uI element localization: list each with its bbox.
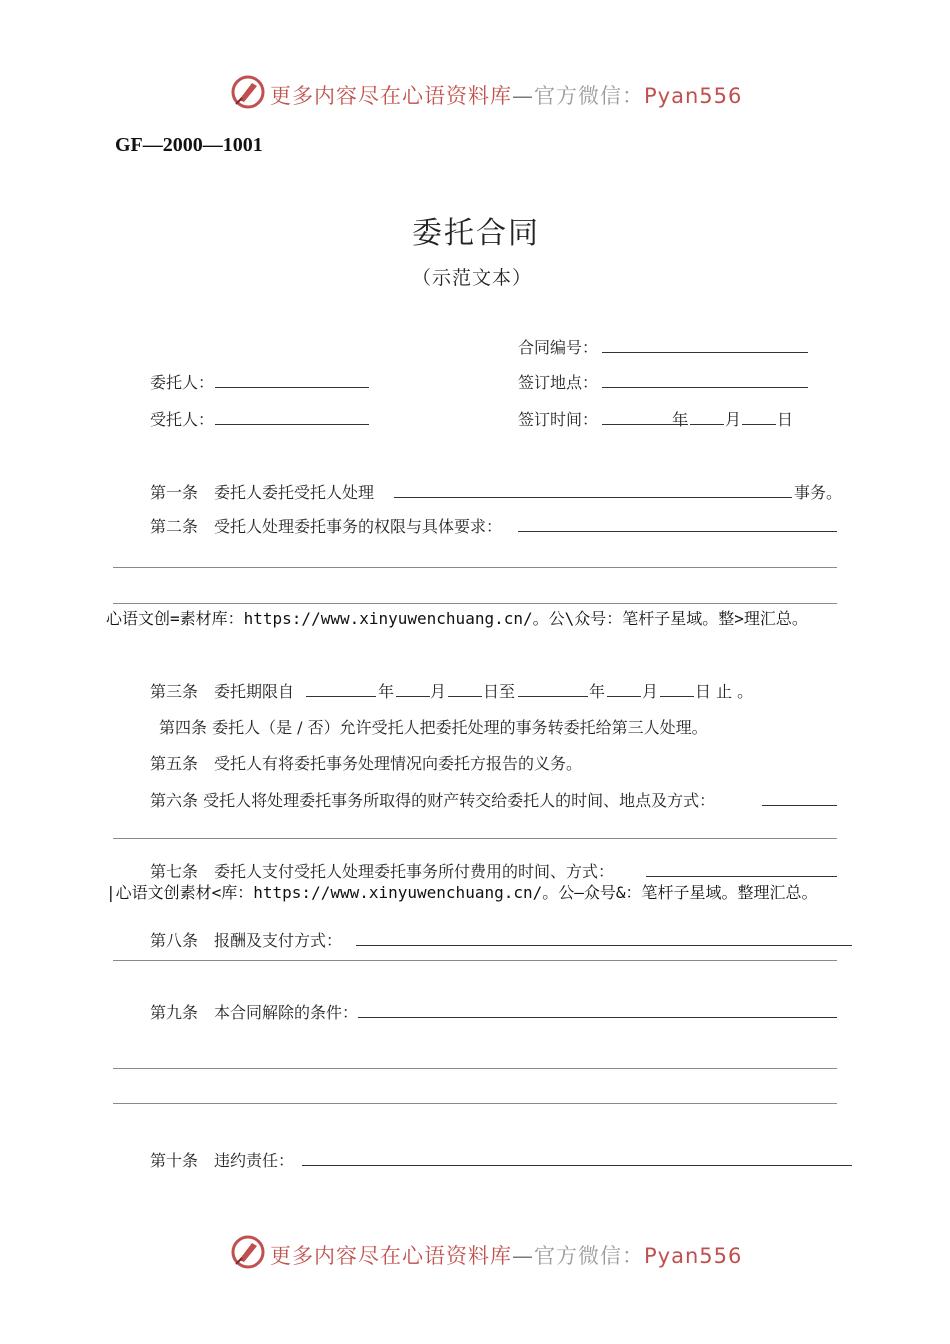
sign-year-label: 年: [672, 410, 689, 429]
principal-label: 委托人：: [150, 373, 215, 392]
sign-place-label: 签订地点：: [518, 373, 599, 392]
article-3-year-1: 年: [378, 682, 395, 701]
banner-separator: —: [512, 1244, 534, 1268]
article-1: 第一条 委托人委托受托人处理: [150, 483, 375, 502]
article-3-year-1-field[interactable]: [306, 696, 376, 697]
article-6: 第六条 受托人将处理委托事务所取得的财产转交给委托人的时间、地点及方式：: [150, 791, 716, 810]
article-7: 第七条 委托人支付受托人处理委托事务所付费用的时间、方式：: [150, 862, 615, 881]
article-3-to: 日至: [483, 682, 516, 701]
article-3-day-1-field[interactable]: [448, 696, 482, 697]
sign-time-label: 签订时间：: [518, 410, 599, 429]
article-10-field[interactable]: [302, 1165, 852, 1166]
document-title: 委托合同: [412, 216, 540, 251]
article-9: 第九条 本合同解除的条件：: [150, 1003, 359, 1022]
article-5: 第五条 受托人有将委托事务处理情况向委托方报告的义务。: [150, 754, 583, 773]
article-9-field[interactable]: [358, 1017, 837, 1018]
article-3-month-2-field[interactable]: [607, 696, 641, 697]
article-3-month-1: 月: [430, 682, 447, 701]
quill-logo-icon: [230, 74, 266, 110]
article-2: 第二条 受托人处理委托事务的权限与具体要求：: [150, 517, 503, 536]
watermark-line-1: 心语文创=素材库：https://www.xinyuwenchuang.cn/。公\众号：笔杆子星域。整>理汇总。: [106, 609, 808, 628]
watermark-line-2: |心语文创素材<库：https://www.xinyuwenchuang.cn/。公—众号&：笔杆子星域。整理汇总。: [106, 883, 818, 902]
article-6-line-2[interactable]: [113, 838, 837, 839]
article-1-field[interactable]: [394, 497, 792, 498]
sign-month-field[interactable]: [690, 424, 724, 425]
contract-number-label: 合同编号：: [518, 338, 599, 357]
article-10: 第十条 违约责任：: [150, 1151, 295, 1170]
article-3-day-2-field[interactable]: [660, 696, 694, 697]
article-3-start: 第三条 委托期限自: [150, 682, 295, 701]
sign-month-label: 月: [725, 410, 742, 429]
article-7-field[interactable]: [646, 876, 837, 877]
article-9-line-2[interactable]: [113, 1068, 837, 1069]
banner-text: 更多内容尽在心语资料库: [270, 1244, 512, 1268]
banner-separator: —: [512, 84, 534, 108]
banner-wechat-id: Pyan556: [644, 1244, 743, 1268]
agent-field[interactable]: [215, 424, 369, 425]
article-3-month-1-field[interactable]: [396, 696, 430, 697]
article-8-field[interactable]: [356, 945, 852, 946]
quill-logo-icon: [230, 1234, 266, 1270]
principal-field[interactable]: [215, 387, 369, 388]
article-3-year-2: 年: [589, 682, 606, 701]
article-9-line-3[interactable]: [113, 1103, 837, 1104]
article-3-end: 日 止 。: [695, 682, 754, 701]
banner-text: 更多内容尽在心语资料库: [270, 84, 512, 108]
article-6-field[interactable]: [762, 805, 837, 806]
banner-wechat-id: Pyan556: [644, 84, 743, 108]
article-3-year-2-field[interactable]: [518, 696, 588, 697]
article-2-field[interactable]: [518, 531, 837, 532]
banner-wechat-label: 官方微信：: [534, 1244, 644, 1268]
sign-day-label: 日: [777, 410, 794, 429]
document-code: GF—2000—1001: [115, 134, 263, 156]
contract-number-field[interactable]: [602, 352, 808, 353]
agent-label: 受托人：: [150, 410, 215, 429]
article-1-end: 事务。: [794, 483, 843, 502]
document-subtitle: （示范文本）: [412, 267, 533, 289]
article-2-line-3[interactable]: [113, 603, 837, 604]
sign-day-field[interactable]: [742, 424, 776, 425]
article-2-line-2[interactable]: [113, 567, 837, 568]
sign-place-field[interactable]: [602, 387, 808, 388]
article-4: 第四条 委托人（是 / 否）允许受托人把委托处理的事务转委托给第三人处理。: [159, 718, 708, 737]
banner-wechat-label: 官方微信：: [534, 84, 644, 108]
article-3-month-2: 月: [642, 682, 659, 701]
article-8-line-2[interactable]: [113, 960, 837, 961]
article-8: 第八条 报酬及支付方式：: [150, 931, 343, 950]
